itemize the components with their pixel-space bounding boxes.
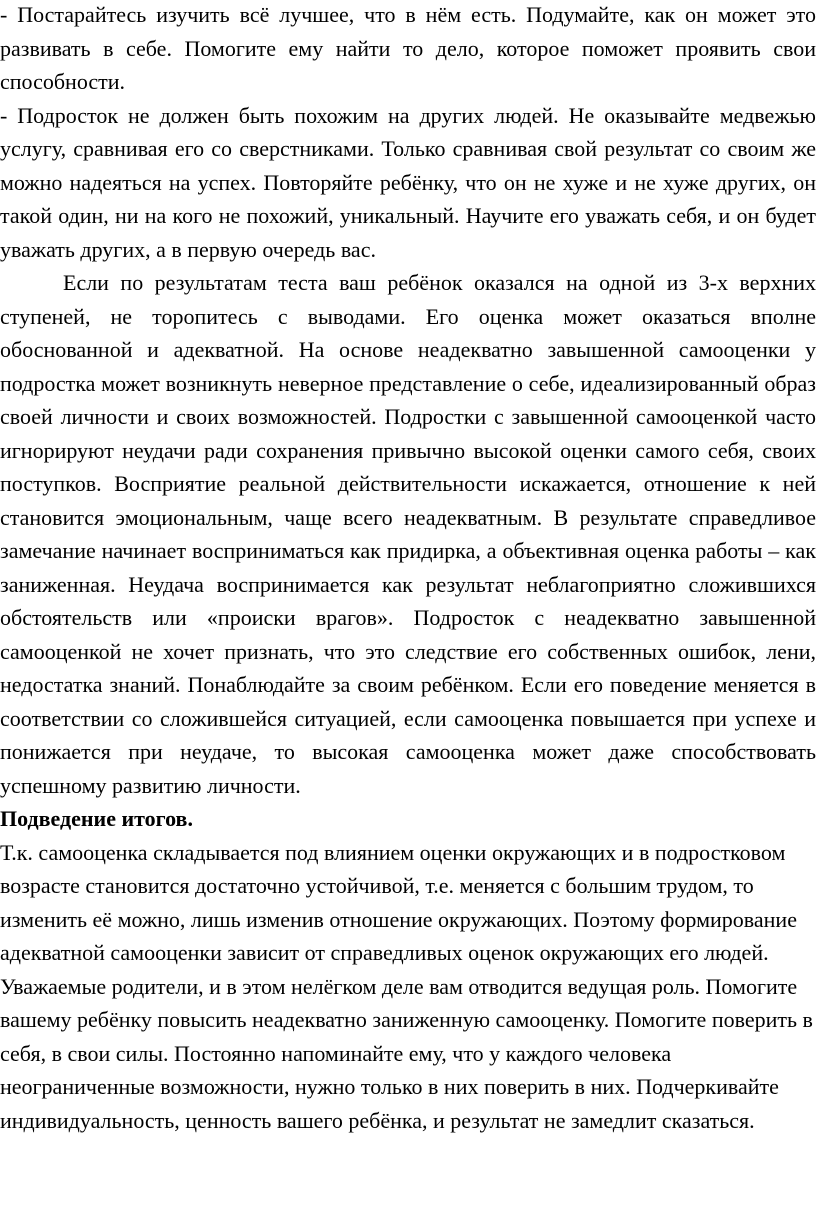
high-self-esteem-paragraph: Если по результатам теста ваш ребёнок оказался на одной из 3-х верхних ступеней, не торопитесь с выводами. Его оценка может оказаться вполне обоснованной и адекватной. На основе неадекватно завышенной самооценки у подростка может возникнуть неверное представление о себе, идеализированный образ своей личности и своих возможностей. Подростки с завышенной самооценкой часто игнорируют неудачи ради сохранения привычно высокой оценки самого себя, своих поступков. Восприятие реальной действительности искажается, отношение к ней становится эмоциональным, чаще всего неадекватным. В результате справедливое замечание начинает восприниматься как придирка, а объективная оценка работы – как заниженная. Неудача воспринимается как результат неблагоприятно сложившихся обстоятельств или «происки врагов». Подросток с неадекватно завышенной самооценкой не хочет признать, что это следствие его собственных ошибок, лени, недостатка знаний. Понаблюдайте за своим ребёнком. Если его поведение меняется в соответствии со сложившейся ситуацией, если самооценка повышается при успехе и понижается при неудаче, то высокая самооценка может даже способствовать успешному развитию личности. (0, 270, 816, 798)
advice-paragraph-2: - Подросток не должен быть похожим на других людей. Не оказывайте медвежью услугу, сравнивая его со сверстниками. Только сравнивая свой результат со своим же можно надеяться на успех. Повторяйте ребёнку, что он не хуже и не хуже других, он такой один, ни на кого не похожий, уникальный. Научите его уважать себя, и он будет уважать других, а в первую очередь вас. (0, 102, 816, 262)
advice-paragraph-1: - Постарайтесь изучить всё лучшее, что в нём есть. Подумайте, как он может это развивать в себе. Помогите ему найти то дело, которое поможет проявить свои способности. (0, 2, 816, 94)
summary-heading: Подведение итогов. (0, 806, 193, 831)
summary-paragraph: Т.к. самооценка складывается под влиянием оценки окружающих и в подростковом возрасте становится достаточно устойчивой, т.е. меняется с большим трудом, то изменить её можно, лишь изменив отношение окружающих. Поэтому формирование адекватной самооценки зависит от справедливых оценок окружающих его людей. Уважаемые родители, и в этом нелёгком деле вам отводится ведущая роль. Помогите вашему ребёнку повысить неадекватно заниженную самооценку. Помогите поверить в себя, в свои силы. Постоянно напоминайте ему, что у каждого человека неограниченные возможности, нужно только в них поверить в них. Подчеркивайте индивидуальность, ценность вашего ребёнка, и результат не замедлит сказаться. (0, 839, 813, 1133)
